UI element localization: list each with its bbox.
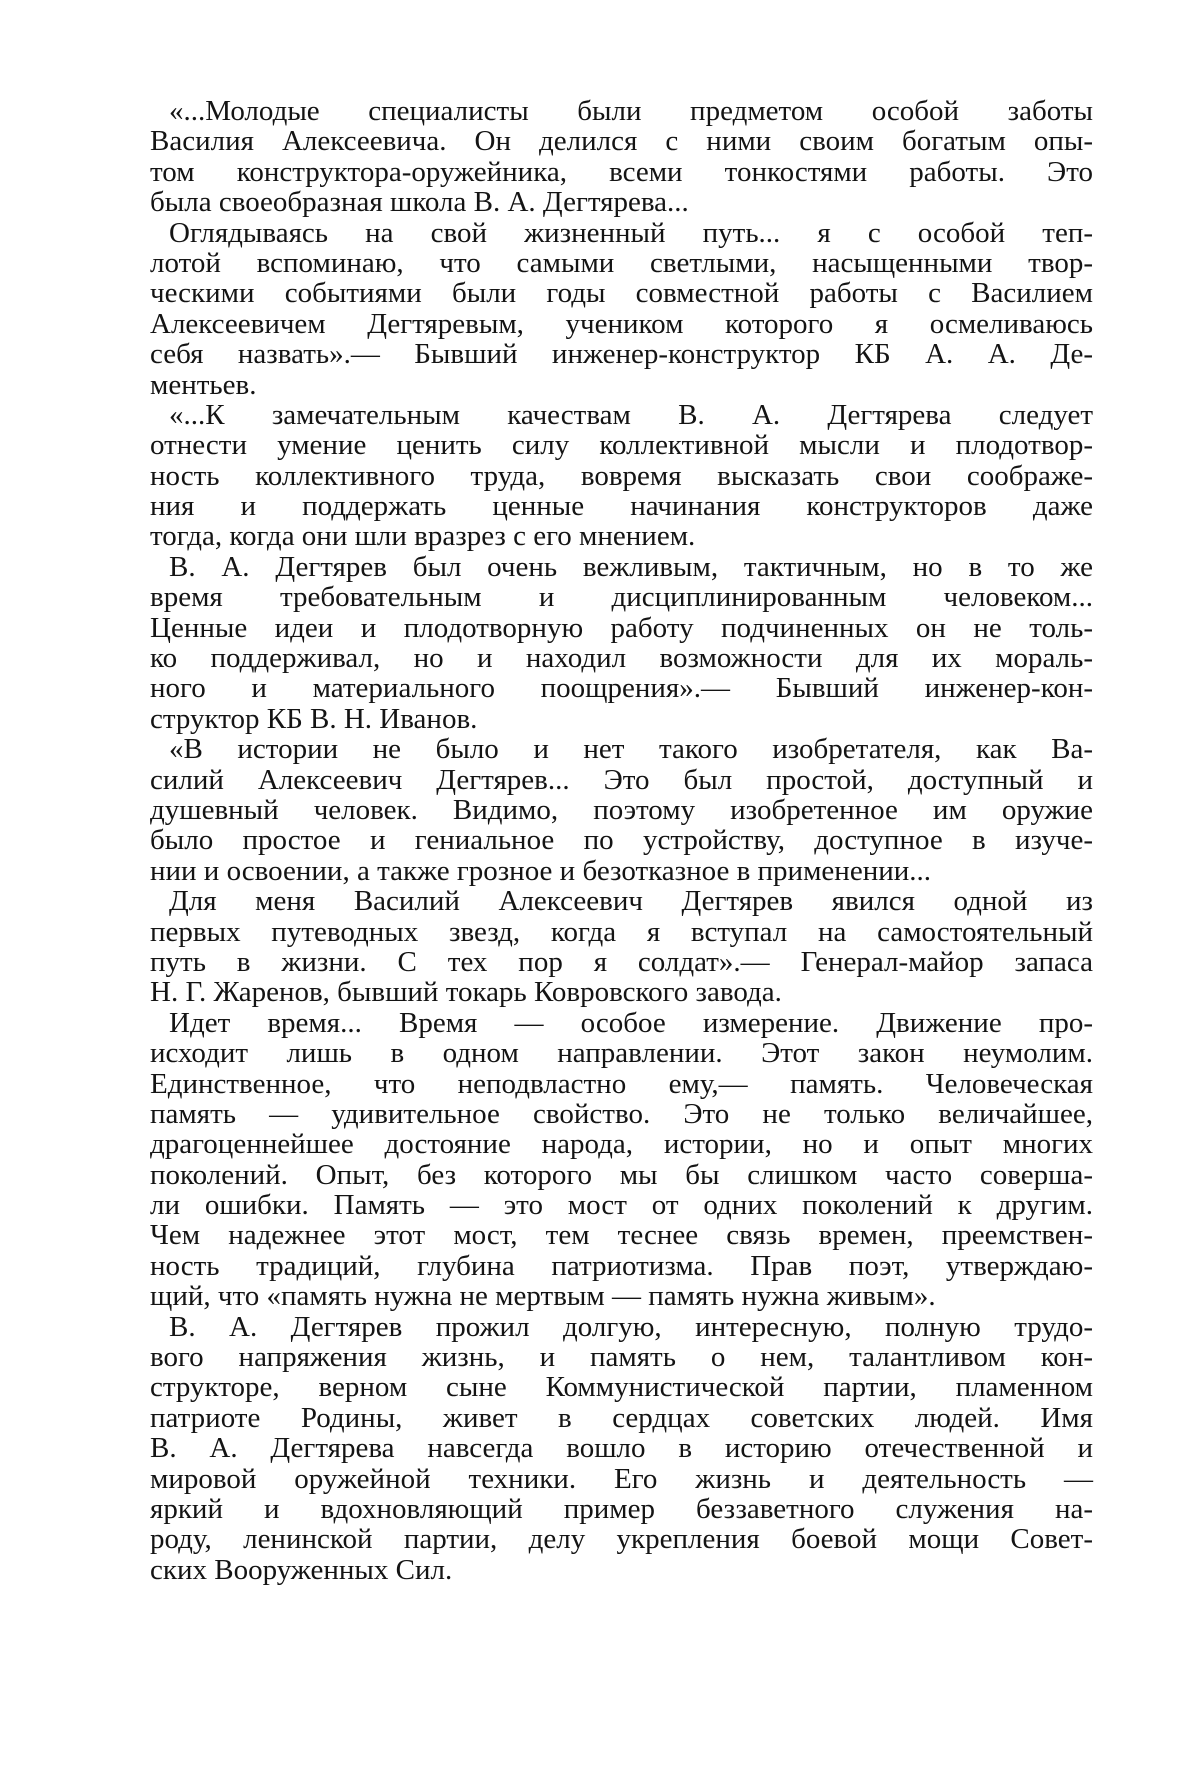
text-line: ских Вооруженных Сил. <box>150 1555 1093 1585</box>
text-line: том конструктора-оружейника, всеми тонкостями работы. Это <box>150 157 1093 187</box>
text-line: ли ошибки. Память — это мост от одних поколений к другим. <box>150 1190 1093 1220</box>
text-line: В. А. Дегтярева навсегда вошло в историю отечественной и <box>150 1433 1093 1463</box>
text-line: лотой вспоминаю, что самыми светлыми, насыщенными твор- <box>150 248 1093 278</box>
text-line: «...Молодые специалисты были предметом особой заботы <box>150 96 1093 126</box>
text-line: ность коллективного труда, вовремя высказать свои соображе- <box>150 461 1093 491</box>
text-line: В. А. Дегтярев был очень вежливым, тактичным, но в то же <box>150 552 1093 582</box>
text-line: душевный человек. Видимо, поэтому изобретенное им оружие <box>150 795 1093 825</box>
text-line: ния и поддержать ценные начинания конструкторов даже <box>150 491 1093 521</box>
paragraph <box>150 886 1093 1008</box>
paragraph <box>150 734 1093 886</box>
text-line: вого напряжения жизнь, и память о нем, талантливом кон- <box>150 1342 1093 1372</box>
text-line: Для меня Василий Алексеевич Дегтярев явился одной из <box>150 886 1093 916</box>
paragraph <box>150 218 1093 400</box>
text-line: «...К замечательным качествам В. А. Дегтярева следует <box>150 400 1093 430</box>
text-line: драгоценнейшее достояние народа, истории, но и опыт многих <box>150 1129 1093 1159</box>
text-line: себя назвать».— Бывший инженер-конструктор КБ А. А. Де- <box>150 339 1093 369</box>
text-line: поколений. Опыт, без которого мы бы слишком часто соверша- <box>150 1160 1093 1190</box>
book-page <box>150 96 1093 1585</box>
text-line: структор КБ В. Н. Иванов. <box>150 704 1093 734</box>
paragraph <box>150 552 1093 734</box>
text-line: щий, что «память нужна не мертвым — память нужна живым». <box>150 1281 1093 1311</box>
text-line: Василия Алексеевича. Он делился с ними своим богатым опы- <box>150 126 1093 156</box>
text-line: Ценные идеи и плодотворную работу подчиненных он не толь- <box>150 613 1093 643</box>
text-line: тогда, когда они шли вразрез с его мнением. <box>150 521 1093 551</box>
text-line: нии и освоении, а также грозное и безотказное в применении... <box>150 856 1093 886</box>
text-line: было простое и гениальное по устройству, доступное в изуче- <box>150 825 1093 855</box>
text-line: ментьев. <box>150 370 1093 400</box>
text-line: время требовательным и дисциплинированным человеком... <box>150 582 1093 612</box>
text-line: отнести умение ценить силу коллективной мысли и плодотвор- <box>150 430 1093 460</box>
text-line: ческими событиями были годы совместной работы с Василием <box>150 278 1093 308</box>
text-line: мировой оружейной техники. Его жизнь и деятельность — <box>150 1464 1093 1494</box>
text-line: Оглядываясь на свой жизненный путь... я с особой теп- <box>150 218 1093 248</box>
text-line: В. А. Дегтярев прожил долгую, интересную, полную трудо- <box>150 1312 1093 1342</box>
text-line: «В истории не было и нет такого изобретателя, как Ва- <box>150 734 1093 764</box>
text-line: Единственное, что неподвластно ему,— память. Человеческая <box>150 1069 1093 1099</box>
text-line: роду, ленинской партии, делу укрепления боевой мощи Совет- <box>150 1524 1093 1554</box>
text-line: первых путеводных звезд, когда я вступал на самостоятельный <box>150 917 1093 947</box>
text-line: ного и материального поощрения».— Бывший инженер-кон- <box>150 673 1093 703</box>
text-line: Н. Г. Жаренов, бывший токарь Ковровского завода. <box>150 977 1093 1007</box>
text-line: была своеобразная школа В. А. Дегтярева... <box>150 187 1093 217</box>
text-line: Идет время... Время — особое измерение. Движение про- <box>150 1008 1093 1038</box>
text-line: структоре, верном сыне Коммунистической партии, пламенном <box>150 1372 1093 1402</box>
text-line: ко поддерживал, но и находил возможности для их мораль- <box>150 643 1093 673</box>
paragraph <box>150 1312 1093 1586</box>
paragraph <box>150 96 1093 218</box>
text-line: ность традиций, глубина патриотизма. Прав поэт, утверждаю- <box>150 1251 1093 1281</box>
text-line: Алексеевичем Дегтяревым, учеником которого я осмеливаюсь <box>150 309 1093 339</box>
text-line: исходит лишь в одном направлении. Этот закон неумолим. <box>150 1038 1093 1068</box>
paragraph <box>150 400 1093 552</box>
text-line: яркий и вдохновляющий пример беззаветного служения на- <box>150 1494 1093 1524</box>
text-line: память — удивительное свойство. Это не только величайшее, <box>150 1099 1093 1129</box>
paragraph <box>150 1008 1093 1312</box>
text-line: силий Алексеевич Дегтярев... Это был простой, доступный и <box>150 765 1093 795</box>
text-line: Чем надежнее этот мост, тем теснее связь времен, преемствен- <box>150 1220 1093 1250</box>
text-line: патриоте Родины, живет в сердцах советских людей. Имя <box>150 1403 1093 1433</box>
text-line: путь в жизни. С тех пор я солдат».— Генерал-майор запаса <box>150 947 1093 977</box>
